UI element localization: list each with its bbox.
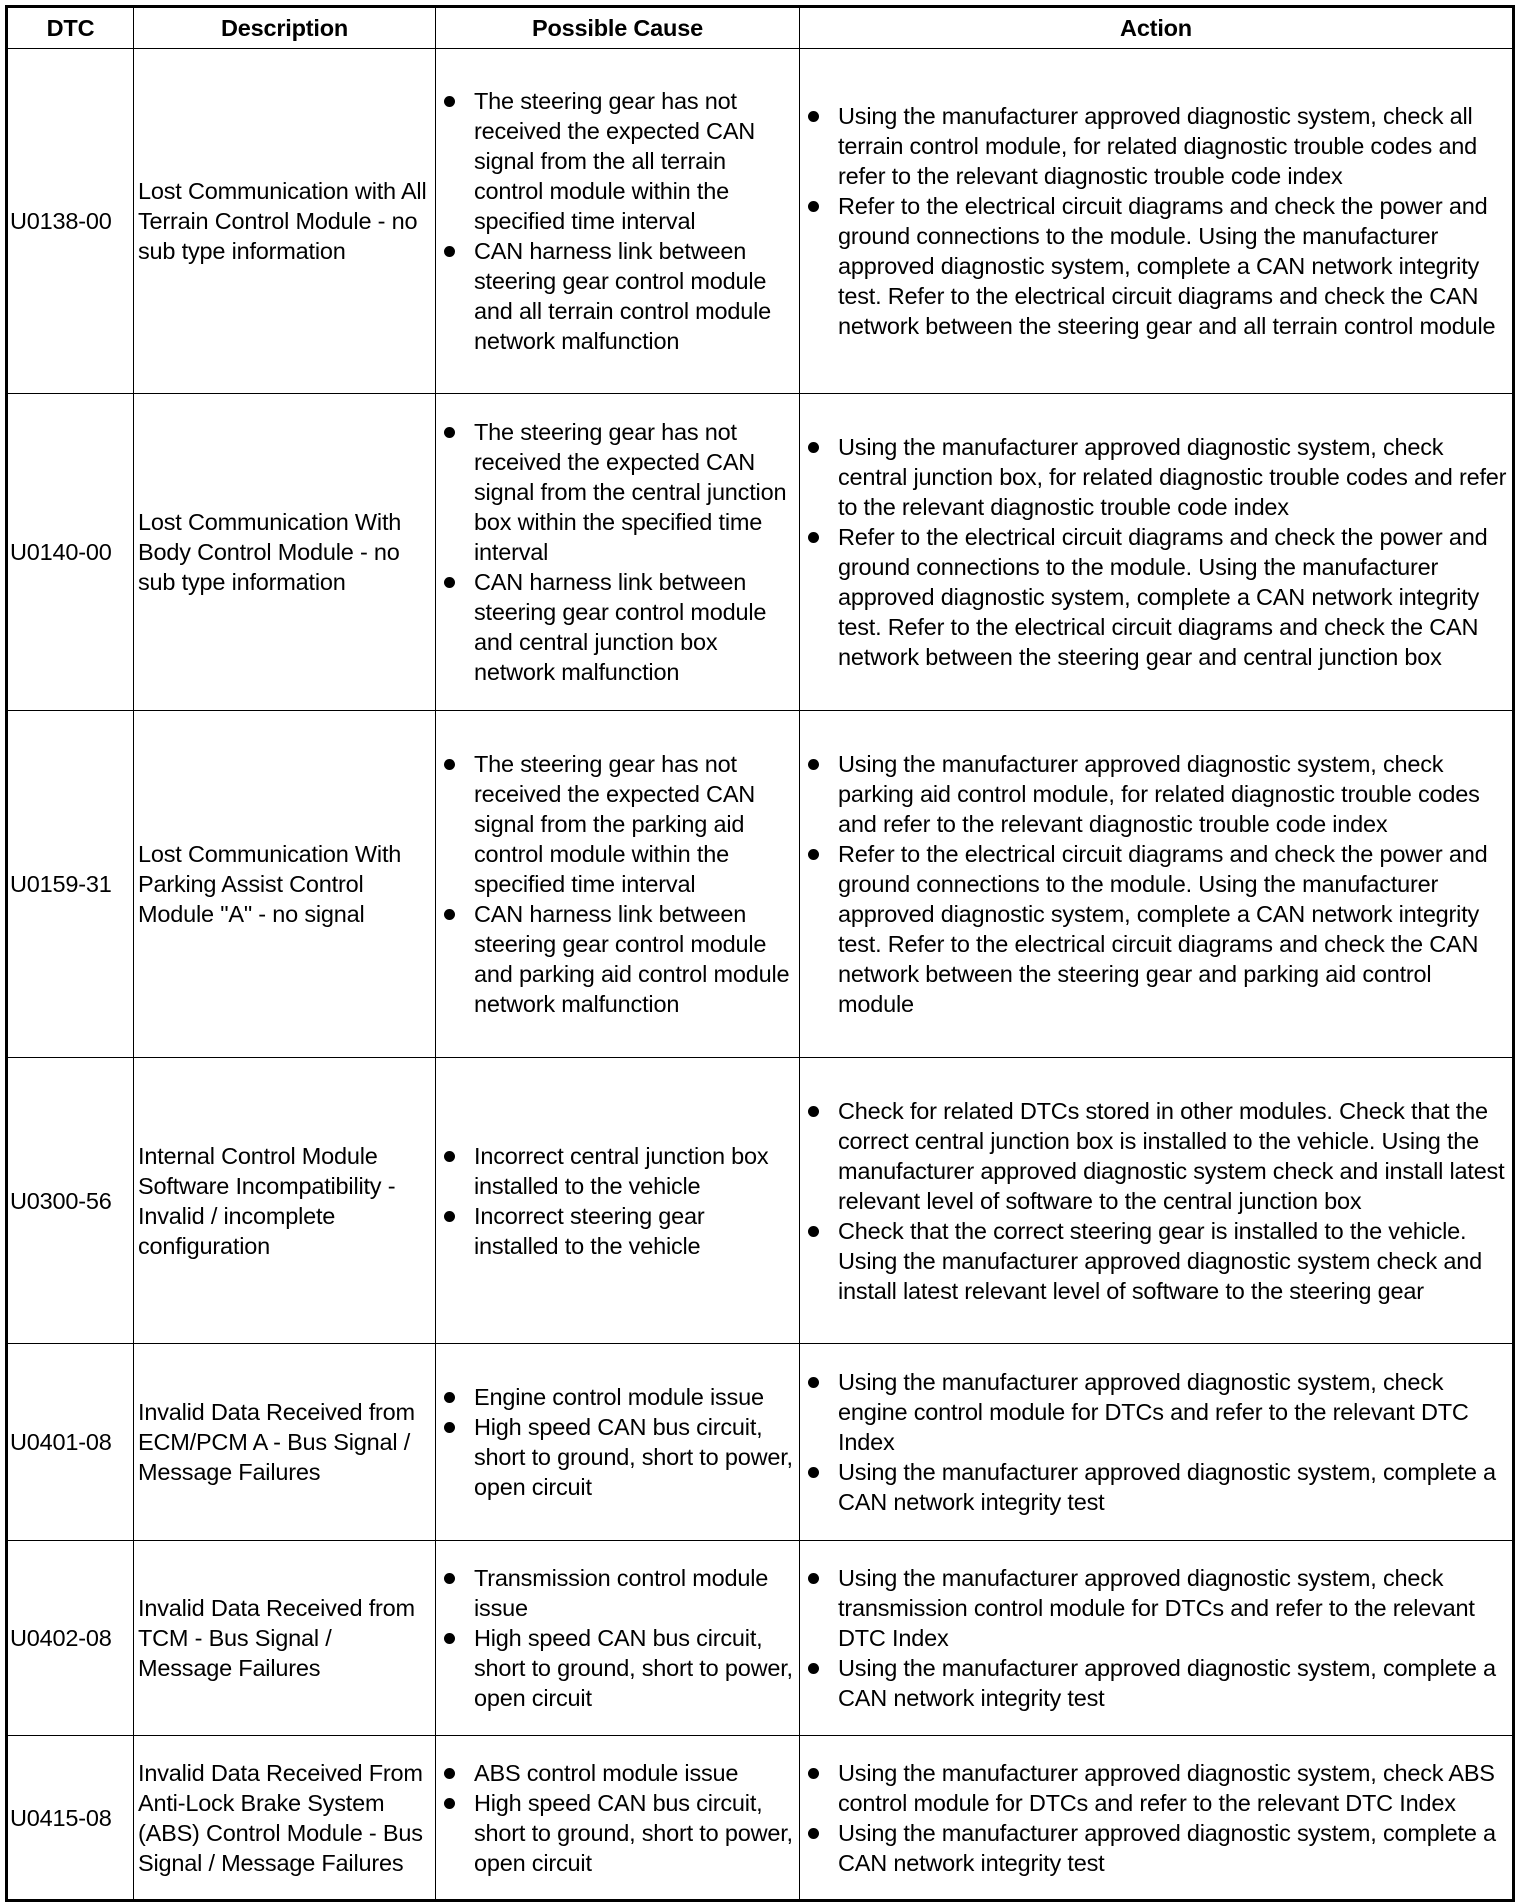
cause-item: Engine control module issue (474, 1382, 795, 1412)
action-item: Using the manufacturer approved diagnostic system, check parking aid control module, for related diagnostic trouble codes and refer to the relevant diagnostic trouble code index (838, 749, 1508, 839)
actions-list (804, 1367, 1508, 1517)
dtc-code: U0300-56 (10, 1187, 112, 1214)
table-row (7, 394, 1514, 711)
table-row (7, 1736, 1514, 1901)
description-text: Lost Communication with All Terrain Control Module - no sub type information (138, 178, 427, 264)
possible-cause-cell (436, 1344, 800, 1541)
actions-list (804, 1758, 1508, 1878)
description-cell (134, 394, 436, 711)
action-item: Using the manufacturer approved diagnostic system, check all terrain control module, for related diagnostic trouble codes and refer to the relevant diagnostic trouble code index (838, 101, 1508, 191)
action-item: Using the manufacturer approved diagnostic system, check ABS control module for DTCs and refer to the relevant DTC Index (838, 1758, 1508, 1818)
table-row (7, 711, 1514, 1058)
causes-list (440, 1563, 795, 1713)
actions-list (804, 749, 1508, 1019)
action-item: Check that the correct steering gear is installed to the vehicle. Using the manufacturer approved diagnostic system check and install latest relevant level of software to the steering gear (838, 1216, 1508, 1306)
dtc-cell (7, 1736, 134, 1901)
dtc-code: U0140-00 (10, 539, 112, 565)
action-cell (800, 1736, 1514, 1901)
cause-item: CAN harness link between steering gear control module and central junction box network malfunction (474, 567, 795, 687)
table-row (7, 49, 1514, 394)
cause-item: High speed CAN bus circuit, short to ground, short to power, open circuit (474, 1623, 795, 1713)
possible-cause-cell (436, 1541, 800, 1736)
table-header-row (7, 7, 1514, 49)
action-item: Using the manufacturer approved diagnostic system, complete a CAN network integrity test (838, 1653, 1508, 1713)
cause-item: CAN harness link between steering gear control module and parking aid control module network malfunction (474, 899, 795, 1019)
actions-list (804, 101, 1508, 341)
header-dtc: DTC (7, 7, 134, 49)
action-cell (800, 49, 1514, 394)
action-cell (800, 1344, 1514, 1541)
possible-cause-cell (436, 394, 800, 711)
action-cell (800, 1058, 1514, 1344)
dtc-cell (7, 1344, 134, 1541)
dtc-code: U0402-08 (10, 1625, 112, 1651)
cause-item: The steering gear has not received the expected CAN signal from the parking aid control module within the specified time interval (474, 749, 795, 899)
possible-cause-cell (436, 711, 800, 1058)
table-row (7, 1541, 1514, 1736)
causes-list (440, 1758, 795, 1878)
dtc-cell (7, 49, 134, 394)
description-cell (134, 711, 436, 1058)
cause-item: Incorrect central junction box installed to the vehicle (474, 1141, 795, 1201)
cause-item: The steering gear has not received the expected CAN signal from the central junction box within the specified time interval (474, 417, 795, 567)
description-text: Lost Communication With Parking Assist Control Module "A" - no signal (138, 841, 402, 927)
causes-list (440, 86, 795, 356)
actions-list (804, 1096, 1508, 1306)
dtc-cell (7, 394, 134, 711)
action-item: Check for related DTCs stored in other modules. Check that the correct central junction box is installed to the vehicle. Using the manufacturer approved diagnostic system check and install latest relevant level of software to the central junction box (838, 1096, 1508, 1216)
cause-item: ABS control module issue (474, 1758, 795, 1788)
causes-list (440, 1141, 795, 1261)
action-item: Refer to the electrical circuit diagrams and check the power and ground connections to the module. Using the manufacturer approved diagnostic system, complete a CAN network integrity test. Refer to the electrical circuit diagrams and check the CAN network between the steering gear and central junction box (838, 522, 1508, 672)
description-text: Invalid Data Received From Anti-Lock Brake System (ABS) Control Module - Bus Signal / Message Failures (138, 1759, 423, 1876)
action-item: Using the manufacturer approved diagnostic system, check central junction box, for related diagnostic trouble codes and refer to the relevant diagnostic trouble code index (838, 434, 1507, 520)
dtc-code: U0159-31 (10, 871, 112, 897)
table-row (7, 1058, 1514, 1344)
action-cell (800, 394, 1514, 711)
description-cell (134, 49, 436, 394)
cause-item: CAN harness link between steering gear control module and all terrain control module network malfunction (474, 236, 795, 356)
action-item: Using the manufacturer approved diagnostic system, check engine control module for DTCs and refer to the relevant DTC Index (838, 1367, 1508, 1457)
action-item: Refer to the electrical circuit diagrams and check the power and ground connections to the module. Using the manufacturer approved diagnostic system, complete a CAN network integrity test. Refer to the electrical circuit diagrams and check the CAN network between the steering gear and parking aid control module (838, 839, 1508, 1019)
action-cell (800, 711, 1514, 1058)
action-item: Using the manufacturer approved diagnostic system, complete a CAN network integrity test (838, 1457, 1508, 1517)
possible-cause-cell (436, 49, 800, 394)
description-text: Invalid Data Received from ECM/PCM A - Bus Signal / Message Failures (138, 1399, 415, 1485)
cause-item: The steering gear has not received the expected CAN signal from the all terrain control module within the specified time interval (474, 86, 795, 236)
actions-list (804, 432, 1508, 672)
cause-item: Transmission control module issue (474, 1563, 795, 1623)
action-cell (800, 1541, 1514, 1736)
dtc-cell (7, 1541, 134, 1736)
description-cell (134, 1541, 436, 1736)
dtc-code: U0138-00 (10, 208, 112, 234)
action-item: Refer to the electrical circuit diagrams and check the power and ground connections to the module. Using the manufacturer approved diagnostic system, complete a CAN network integrity test. Refer to the electrical circuit diagrams and check the CAN network between the steering gear and all terrain control module (838, 191, 1508, 341)
possible-cause-cell (436, 1058, 800, 1344)
cause-item: High speed CAN bus circuit, short to ground, short to power, open circuit (474, 1788, 795, 1878)
dtc-cell (7, 711, 134, 1058)
dtc-code: U0401-08 (10, 1429, 112, 1455)
actions-list (804, 1563, 1508, 1713)
possible-cause-cell (436, 1736, 800, 1901)
causes-list (440, 417, 795, 687)
description-cell (134, 1058, 436, 1344)
header-action: Action (800, 7, 1514, 49)
causes-list (440, 1382, 795, 1502)
description-text: Lost Communication With Body Control Module - no sub type information (138, 509, 402, 595)
dtc-table (5, 5, 1515, 1902)
header-possible-cause: Possible Cause (436, 7, 800, 49)
description-cell (134, 1344, 436, 1541)
header-description: Description (134, 7, 436, 49)
cause-item: High speed CAN bus circuit, short to ground, short to power, open circuit (474, 1412, 795, 1502)
description-cell (134, 1736, 436, 1901)
causes-list (440, 749, 795, 1019)
table-row (7, 1344, 1514, 1541)
action-item: Using the manufacturer approved diagnostic system, complete a CAN network integrity test (838, 1818, 1508, 1878)
dtc-cell (7, 1058, 134, 1344)
description-text: Internal Control Module Software Incompatibility - Invalid / incomplete configuration (138, 1142, 396, 1259)
description-text: Invalid Data Received from TCM - Bus Signal / Message Failures (138, 1595, 415, 1681)
action-item: Using the manufacturer approved diagnostic system, check transmission control module for DTCs and refer to the relevant DTC Index (838, 1563, 1508, 1653)
cause-item: Incorrect steering gear installed to the vehicle (474, 1201, 795, 1261)
dtc-code: U0415-08 (10, 1804, 112, 1831)
